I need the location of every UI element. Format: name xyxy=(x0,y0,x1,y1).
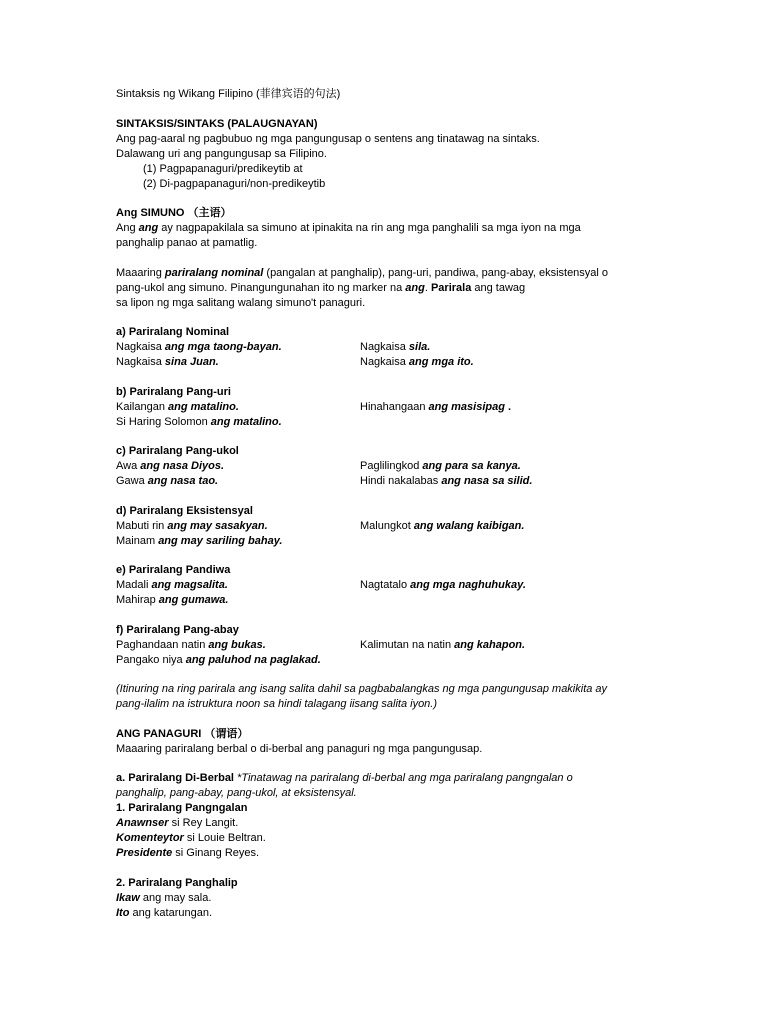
example-right: Malungkot ang walang kaibigan. xyxy=(360,519,525,532)
example-left: Awa ang nasa Diyos. xyxy=(116,460,225,472)
subheading-di-berbal: a. Pariralang Di-Berbal *Tinatawag na pariralang di-berbal ang mga pariralang pangngalan o xyxy=(116,772,573,784)
section-heading-simuno: Ang SIMUNO （主语） xyxy=(116,207,232,219)
example-row xyxy=(116,459,676,474)
subheading-pangngalan: 1. Pariralang Pangngalan xyxy=(116,802,248,814)
example-row xyxy=(116,638,676,653)
example-row xyxy=(116,578,676,593)
example-right: Hindi nakalabas ang nasa sa silid. xyxy=(360,475,533,487)
example-line: Presidente si Ginang Reyes. xyxy=(116,847,260,859)
section-heading-sintaksis: SINTAKSIS/SINTAKS (PALAUGNAYAN) xyxy=(116,117,318,130)
list-item: (2) Di-pagpapanaguri/non-predikeytib xyxy=(143,177,326,190)
list-item: (1) Pagpapanaguri/predikeytib at xyxy=(143,162,303,175)
example-heading: d) Pariralang Eksistensyal xyxy=(116,504,253,517)
paragraph: Ang pag-aaral ng pagbubuo ng mga pangungusap o sentens ang tinatawag na sintaks. xyxy=(116,132,540,145)
example-line: Komenteytor si Louie Beltran. xyxy=(116,832,266,844)
example-right: Paglilingkod ang para sa kanya. xyxy=(360,460,521,472)
example-left: Kailangan ang matalino. xyxy=(116,400,239,413)
example-heading: e) Pariralang Pandiwa xyxy=(116,564,231,576)
document-title: Sintaksis ng Wikang Filipino (菲律宾语的句法) xyxy=(116,88,341,100)
examples-list xyxy=(116,325,676,682)
example-left: Mahirap ang gumawa. xyxy=(116,594,229,606)
example-row xyxy=(116,653,676,668)
example-right: Hinahangaan ang masisipag . xyxy=(360,400,512,413)
example-heading: c) Pariralang Pang-ukol xyxy=(116,445,239,457)
example-left: Madali ang magsalita. xyxy=(116,579,228,591)
example-left: Pangako niya ang paluhod na paglakad. xyxy=(116,653,321,666)
example-row xyxy=(116,340,676,355)
example-line: Anawnser si Rey Langit. xyxy=(116,817,239,829)
example-heading: f) Pariralang Pang-abay xyxy=(116,623,239,636)
subheading-panghalip: 2. Pariralang Panghalip xyxy=(116,876,238,889)
example-right: Kalimutan na natin ang kahapon. xyxy=(360,638,526,651)
example-heading: a) Pariralang Nominal xyxy=(116,326,230,338)
section-heading-panaguri: ANG PANAGURI （谓语） xyxy=(116,727,249,740)
example-row xyxy=(116,593,676,608)
document-body xyxy=(116,87,676,921)
example-left: Si Haring Solomon ang matalino. xyxy=(116,415,282,428)
note: pang-ilalim na istruktura noon sa hindi talagang iisang salita iyon.) xyxy=(116,698,438,710)
note: (Itinuring na ring parirala ang isang salita dahil sa pagbabalangkas ng mga pangungusap makikita ay xyxy=(116,683,608,695)
example-row xyxy=(116,519,676,534)
example-row xyxy=(116,355,676,370)
example-left: Mainam ang may sariling bahay. xyxy=(116,534,283,547)
example-row xyxy=(116,400,676,415)
example-line: Ikaw ang may sala. xyxy=(116,891,212,904)
paragraph: Dalawang uri ang pangungusap sa Filipino. xyxy=(116,147,327,160)
example-left: Nagkaisa sina Juan. xyxy=(116,356,219,368)
example-left: Gawa ang nasa tao. xyxy=(116,475,219,487)
example-row xyxy=(116,534,676,549)
paragraph: sa lipon ng mga salitang walang simuno't panaguri. xyxy=(116,296,366,309)
example-row xyxy=(116,415,676,430)
example-right: Nagkaisa ang mga ito. xyxy=(360,356,474,368)
example-row xyxy=(116,474,676,489)
example-left: Paghandaan natin ang bukas. xyxy=(116,638,266,651)
example-heading: b) Pariralang Pang-uri xyxy=(116,385,231,398)
paragraph: pang-ukol ang simuno. Pinangungunahan ito ng marker na ang. Parirala ang tawag xyxy=(116,281,526,294)
example-right: Nagkaisa sila. xyxy=(360,341,431,353)
paragraph: Ang ang ay nagpapakilala sa simuno at ipinakita na rin ang mga panghalili sa mga iyon na mga xyxy=(116,222,581,234)
paragraph: panghalip panao at pamatlig. xyxy=(116,237,258,249)
paragraph: Maaaring pariralang berbal o di-berbal ang panaguri ng mga pangungusap. xyxy=(116,742,483,755)
note: panghalip, pang-abay, pang-ukol, at eksistensyal. xyxy=(116,787,357,799)
paragraph: Maaaring pariralang nominal (pangalan at panghalip), pang-uri, pandiwa, pang-abay, eksistensyal o xyxy=(116,266,609,279)
example-line: Ito ang katarungan. xyxy=(116,906,213,919)
example-right: Nagtatalo ang mga naghuhukay. xyxy=(360,579,526,591)
example-left: Mabuti rin ang may sasakyan. xyxy=(116,519,268,532)
example-left: Nagkaisa ang mga taong-bayan. xyxy=(116,341,282,353)
